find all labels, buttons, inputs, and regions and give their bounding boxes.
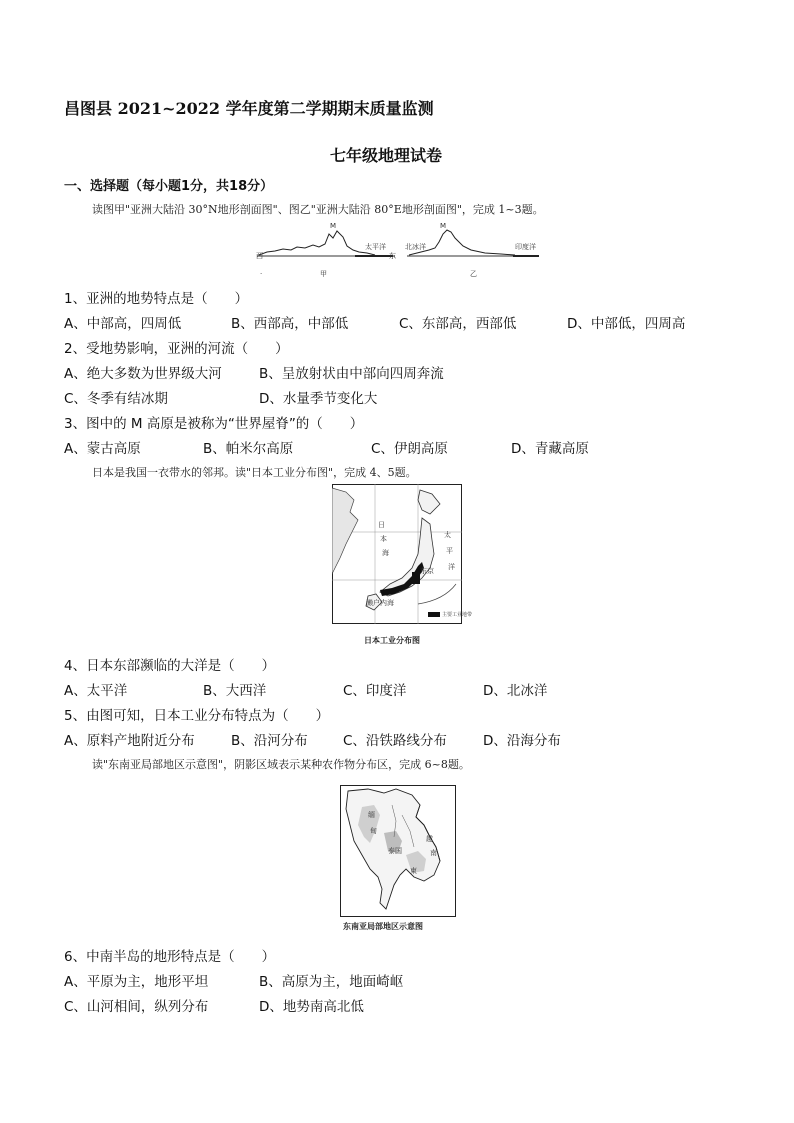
question-2-option-c[interactable]: C、冬季有结冰期 xyxy=(64,391,168,407)
intro-text-1: 读图甲"亚洲大陆沿 30°N地形剖面图"、图乙"亚洲大陆沿 80°E地形剖面图"，完成 1~3题。 xyxy=(92,203,544,216)
question-2-stem: 2、受地势影响，亚洲的河流（ ） xyxy=(64,341,289,357)
sea-map-label-yue: 越 xyxy=(426,835,433,843)
japan-map-label-setonaikai: 濑户内海 xyxy=(366,599,394,607)
question-6-option-d[interactable]: D、地势南高北低 xyxy=(259,999,364,1015)
sea-map-label-nan: 南 xyxy=(430,849,437,857)
profile-a-west-label: 西 xyxy=(256,252,263,260)
profile-a-east-label: 东 xyxy=(389,252,396,260)
intro-text-2: 日本是我国一衣带水的邻邦。读"日本工业分布图"，完成 4、5题。 xyxy=(92,466,417,479)
sea-map-label-mian: 缅 xyxy=(368,811,375,819)
japan-map-label-hai: 海 xyxy=(382,549,389,557)
profile-a-peak-label: M xyxy=(330,222,337,230)
japan-map-label-ben: 本 xyxy=(380,535,387,543)
sea-map-caption: 东南亚局部地区示意图 xyxy=(343,921,423,931)
question-3-option-a[interactable]: A、蒙古高原 xyxy=(64,441,141,457)
japan-map-label-tokyo: 东京 xyxy=(420,567,434,575)
japan-map-label-ping: 平 xyxy=(446,547,453,555)
question-5-option-c[interactable]: C、沿铁路线分布 xyxy=(343,733,447,749)
sea-map-label-thailand: 泰国 xyxy=(388,847,402,855)
profile-a-dot: . xyxy=(260,268,263,276)
question-6-option-c[interactable]: C、山河相间，纵列分布 xyxy=(64,999,209,1015)
profile-a-caption: 甲 xyxy=(320,270,327,278)
question-3-option-c[interactable]: C、伊朗高原 xyxy=(371,441,448,457)
question-1-option-d[interactable]: D、中部低，四周高 xyxy=(567,316,686,332)
question-1-stem: 1、亚洲的地势特点是（ ） xyxy=(64,291,249,307)
question-1-option-a[interactable]: A、中部高，四周低 xyxy=(64,316,182,332)
question-2-option-b[interactable]: B、呈放射状由中部向四周奔流 xyxy=(259,366,444,382)
question-4-option-d[interactable]: D、北冰洋 xyxy=(483,683,548,699)
sea-map-label-cambodia: 柬 xyxy=(410,867,417,875)
japan-map-label-yang: 洋 xyxy=(448,563,455,571)
question-6-stem: 6、中南半岛的地形特点是（ ） xyxy=(64,949,276,965)
question-4-option-b[interactable]: B、大西洋 xyxy=(203,683,267,699)
profile-b-peak-label: M xyxy=(440,222,447,230)
question-5-option-d[interactable]: D、沿海分布 xyxy=(483,733,561,749)
question-3-stem: 3、图中的 M 高原是被称为“世界屋脊”的（ ） xyxy=(64,416,364,432)
profile-b-indian-label: 印度洋 xyxy=(515,243,536,251)
question-6-option-a[interactable]: A、平原为主，地形平坦 xyxy=(64,974,209,990)
question-2-option-a[interactable]: A、绝大多数为世界级大河 xyxy=(64,366,222,382)
exam-title: 昌图县 2021~2022 学年度第二学期期末质量监测 xyxy=(64,99,434,118)
question-4-option-c[interactable]: C、印度洋 xyxy=(343,683,407,699)
japan-industry-map xyxy=(332,484,462,624)
intro-text-3: 读"东南亚局部地区示意图"，阴影区域表示某种农作物分布区，完成 6~8题。 xyxy=(92,758,470,771)
question-5-option-b[interactable]: B、沿河分布 xyxy=(231,733,308,749)
exam-subtitle: 七年级地理试卷 xyxy=(330,146,443,165)
profile-a-ocean-label: 太平洋 xyxy=(365,243,386,251)
section-heading: 一、选择题（每小题1分，共18分） xyxy=(64,179,274,194)
question-1-option-b[interactable]: B、西部高，中部低 xyxy=(231,316,349,332)
question-4-stem: 4、日本东部濒临的大洋是（ ） xyxy=(64,658,276,674)
question-3-option-b[interactable]: B、帕米尔高原 xyxy=(203,441,294,457)
japan-map-label-tai: 太 xyxy=(444,531,451,539)
profile-b-arctic-label: 北冰洋 xyxy=(405,243,426,251)
japan-map-legend: 主要工业地带 xyxy=(442,612,473,618)
japan-map-label-ri: 日 xyxy=(378,521,385,529)
question-5-option-a[interactable]: A、原料产地附近分布 xyxy=(64,733,195,749)
question-1-option-c[interactable]: C、东部高，西部低 xyxy=(399,316,517,332)
question-4-option-a[interactable]: A、太平洋 xyxy=(64,683,128,699)
japan-map-caption: 日本工业分布图 xyxy=(364,635,420,645)
question-6-option-b[interactable]: B、高原为主，地面崎岖 xyxy=(259,974,404,990)
question-5-stem: 5、由图可知，日本工业分布特点为（ ） xyxy=(64,708,330,724)
question-2-option-d[interactable]: D、水量季节变化大 xyxy=(259,391,378,407)
sea-map-label-dian: 甸 xyxy=(370,827,377,835)
profile-b-caption: 乙 xyxy=(470,270,477,278)
question-3-option-d[interactable]: D、青藏高原 xyxy=(511,441,589,457)
